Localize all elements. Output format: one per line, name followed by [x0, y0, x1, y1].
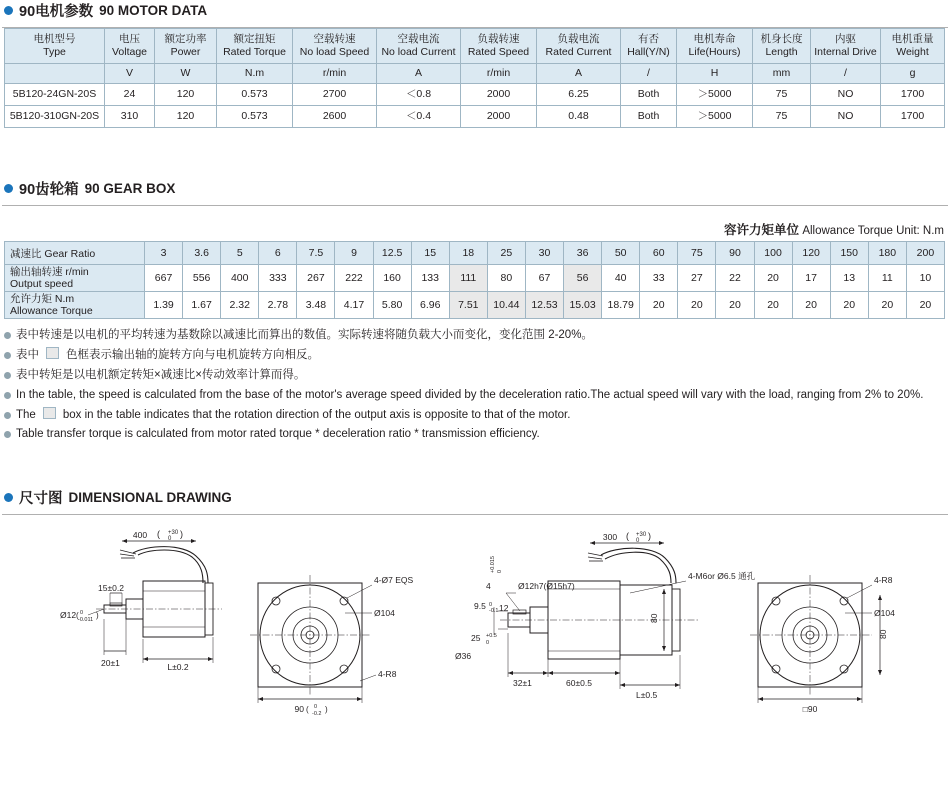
unit-note-en: Allowance Torque Unit: N.m: [802, 225, 944, 237]
cell: NO: [811, 106, 881, 128]
note-text-pre: The: [16, 408, 36, 421]
label-base-length-left: 20±1: [101, 658, 120, 669]
cell: 2600: [293, 106, 377, 128]
header-cell: 额定功率 Power: [155, 29, 217, 64]
note-bullet-icon: [4, 372, 11, 379]
cable-right-2: [601, 548, 676, 583]
label-square-right: □90: [802, 704, 818, 715]
label-dim-e-right: Ø36: [455, 651, 472, 662]
cell: ＜0.4: [377, 106, 461, 128]
cell: 3.48: [297, 292, 335, 319]
cell: 27: [678, 265, 716, 292]
cell: 7.5: [297, 242, 335, 265]
header-cell: 内驱 Internal Drive: [811, 29, 881, 64]
label-dim-d-tol-bot: 0: [486, 640, 490, 647]
unit-cell: [5, 64, 105, 84]
header-cell: 电机重量 Weight: [881, 29, 945, 64]
notes-list: [4, 326, 950, 445]
cell: 75: [753, 106, 811, 128]
cell: 160: [373, 265, 411, 292]
dimensional-drawings: [0, 523, 950, 738]
cell: 20: [830, 292, 868, 319]
unit-cell: H: [677, 64, 753, 84]
gear-ratio-row: [5, 242, 945, 265]
label-cable-tol-top-left: +30: [168, 530, 179, 537]
cell: 3: [145, 242, 183, 265]
label-paren-open-3: (: [306, 705, 309, 715]
cell: 5B120-310GN-20S: [5, 106, 105, 128]
cell: 400: [221, 265, 259, 292]
cell: 5: [221, 242, 259, 265]
cell: 120: [792, 242, 830, 265]
label-flange-dia-left: Ø104: [374, 608, 395, 619]
table-row: [5, 106, 945, 128]
section-title-motor-en: 90 MOTOR DATA: [99, 3, 208, 18]
cell: 2000: [461, 106, 537, 128]
header-cell: 电压 Voltage: [105, 29, 155, 64]
cell: 36: [564, 242, 602, 265]
cell: 180: [868, 242, 906, 265]
label-paren-close-2: ): [96, 611, 99, 621]
cell: ＞5000: [677, 84, 753, 106]
cell: 12.5: [373, 242, 411, 265]
cell: 75: [753, 84, 811, 106]
cell: 1700: [881, 84, 945, 106]
note-item: [4, 386, 950, 406]
cell: 9: [335, 242, 373, 265]
cell: 200: [906, 242, 944, 265]
cell: 20: [906, 292, 944, 319]
cell: 150: [830, 242, 868, 265]
cell: 1700: [881, 106, 945, 128]
section-title-dimensional-en: DIMENSIONAL DRAWING: [68, 490, 232, 506]
color-swatch-icon: [43, 407, 56, 419]
label-paren-close-3: ): [325, 705, 328, 715]
label-dim-a-right: 4: [486, 581, 491, 592]
cell: 267: [297, 265, 335, 292]
label-square-tol-top-left: 0: [314, 704, 318, 711]
cell: 100: [754, 242, 792, 265]
cell: 18: [449, 242, 487, 265]
label-side-height-right: 80: [878, 629, 888, 640]
label-paren-close: ): [180, 529, 183, 540]
cell: 667: [145, 265, 183, 292]
note-text: In the table, the speed is calculated from the base of the motor's average speed divided by the deceleration ratio.The actual speed will vary with the load, ranging from 2% to 20%.: [16, 388, 924, 401]
cable-left: [138, 550, 203, 583]
label-dim-c-right: 12: [499, 603, 509, 614]
unit-cell: V: [105, 64, 155, 84]
label-shaft-tol-top-left: 0: [80, 610, 84, 617]
unit-cell: /: [811, 64, 881, 84]
cell: 5.80: [373, 292, 411, 319]
unit-cell: A: [537, 64, 621, 84]
row-label-en: Gear Ratio: [44, 247, 96, 260]
bullet-dot-icon: [4, 184, 13, 193]
note-item: [4, 346, 950, 366]
cell: 2000: [461, 84, 537, 106]
note-text: 表中转矩是以电机额定转矩×减速比×传动效率计算而得。: [16, 368, 306, 381]
row-label-cn: 减速比: [10, 247, 42, 260]
label-cable-tol-top-right: +30: [636, 532, 647, 539]
label-base-length-right: 32±1: [513, 678, 532, 689]
label-dim-a-tol-bot: 0: [497, 570, 503, 574]
cell: ＞5000: [677, 106, 753, 128]
label-shaft-dia-left: Ø12: [60, 610, 77, 621]
cell: 80: [487, 265, 525, 292]
cell: 6.96: [411, 292, 449, 319]
cell: NO: [811, 84, 881, 106]
cell: 2700: [293, 84, 377, 106]
label-flange-dia-right: Ø104: [874, 608, 895, 619]
unit-cell: N.m: [217, 64, 293, 84]
cell: 6.25: [537, 84, 621, 106]
divider-dimensional: [2, 514, 948, 515]
cell: 5B120-24GN-20S: [5, 84, 105, 106]
label-square-tol-bot-left: -0.2: [312, 711, 322, 718]
cell: 1.39: [145, 292, 183, 319]
unit-cell: g: [881, 64, 945, 84]
cell: 60: [640, 242, 678, 265]
label-height-right: 80: [649, 613, 659, 624]
unit-note-cn: 容许力矩单位: [723, 223, 799, 237]
cell: 11: [868, 265, 906, 292]
cell: 30: [525, 242, 563, 265]
cell: ＜0.8: [377, 84, 461, 106]
cell: 40: [602, 265, 640, 292]
header-cell: 有否 Hall(Y/N): [621, 29, 677, 64]
note-bullet-icon: [4, 412, 11, 419]
note-bullet-icon: [4, 352, 11, 359]
cell: 17: [792, 265, 830, 292]
cell: 2.32: [221, 292, 259, 319]
row-label-cn: 输出轴转速 r/min: [10, 266, 89, 278]
label-total-length-left: L±0.2: [167, 662, 189, 673]
cell: 333: [259, 265, 297, 292]
header-cell: 负载电流 Rated Current: [537, 29, 621, 64]
header-cell: 电机型号 Type: [5, 29, 105, 64]
section-title-gearbox-cn: 90齿轮箱: [19, 182, 79, 198]
note-text: Table transfer torque is calculated from motor rated torque * deceleration ratio * transmission efficiency.: [16, 428, 540, 441]
row-header-output-speed: [5, 265, 145, 292]
cell: 120: [155, 84, 217, 106]
cell: 222: [335, 265, 373, 292]
table-row: [5, 84, 945, 106]
cell: 0.48: [537, 106, 621, 128]
label-mid-length-right: 60±0.5: [566, 678, 592, 689]
label-dim-b-tol: 0: [489, 602, 493, 609]
allowance-torque-unit-note: [4, 220, 944, 241]
label-shaft-tol-bot-left: -0.011: [78, 617, 94, 624]
cell: 3.6: [183, 242, 221, 265]
unit-cell: r/min: [461, 64, 537, 84]
note-text-post: 色框表示输出轴的旋转方向与电机旋转方向相反。: [66, 349, 319, 362]
cell: 15.03: [564, 292, 602, 319]
label-dim-b-right: 9.5: [474, 601, 486, 612]
note-item: [4, 366, 950, 386]
row-label-cn: 允许力矩 N.m: [10, 293, 75, 306]
label-cable-tol-bot-right: 0: [636, 538, 640, 545]
header-cell: 机身长度 Length: [753, 29, 811, 64]
section-header-dimensional: [0, 487, 950, 512]
label-holes-right: 4-M6or Ø6.5 通孔: [688, 571, 756, 582]
cell: 24: [105, 84, 155, 106]
label-paren-open-2: (: [76, 611, 79, 621]
label-cable-length-right: 300: [602, 532, 618, 543]
label-cable-tol-bot-left: 0: [168, 536, 172, 543]
note-item: [4, 326, 950, 346]
label-dim-a-tol-top: +0.015: [490, 556, 496, 574]
section-title-motor-cn: 90电机参数: [19, 4, 94, 20]
note-item: [4, 406, 950, 426]
cell: 120: [155, 106, 217, 128]
cell: 4.17: [335, 292, 373, 319]
cell: 25: [487, 242, 525, 265]
output-speed-row: [5, 265, 945, 292]
label-total-length-right: L±0.5: [636, 690, 658, 701]
section-title-gearbox-en: 90 GEAR BOX: [84, 181, 176, 196]
cell: 0.573: [217, 84, 293, 106]
allowance-torque-row: [5, 292, 945, 319]
cell: 13: [830, 265, 868, 292]
row-label-en: Allowance Torque: [10, 305, 93, 318]
gear-ratio-table: [4, 241, 945, 319]
label-shaft-dia-right: Ø12h7(Ø15h7): [518, 581, 575, 592]
label-dim-b-tol2: -0.1: [489, 608, 499, 615]
cell: 0.573: [217, 106, 293, 128]
cell: Both: [621, 84, 677, 106]
header-cell: 电机寿命 Life(Hours): [677, 29, 753, 64]
table-header-row: [5, 29, 945, 64]
cell: 2.78: [259, 292, 297, 319]
cell: 20: [868, 292, 906, 319]
cell: 133: [411, 265, 449, 292]
header-cell: 负载转速 Rated Speed: [461, 29, 537, 64]
header-cell: 空载电流 No load Current: [377, 29, 461, 64]
cell: 1.67: [183, 292, 221, 319]
bullet-dot-icon: [4, 6, 13, 15]
motor-data-table: [4, 28, 945, 128]
cell: 111: [449, 265, 487, 292]
bullet-dot-icon: [4, 493, 13, 502]
cell: 90: [716, 242, 754, 265]
cell: 20: [640, 292, 678, 319]
color-swatch-icon: [46, 347, 59, 359]
cell: 20: [792, 292, 830, 319]
header-cell: 额定扭矩 Rated Torque: [217, 29, 293, 64]
cell: 310: [105, 106, 155, 128]
cell: 33: [640, 265, 678, 292]
drawing-svg: [0, 523, 950, 738]
cell: 20: [754, 265, 792, 292]
cell: 67: [525, 265, 563, 292]
cell: 556: [183, 265, 221, 292]
table-unit-row: [5, 64, 945, 84]
cell: 7.51: [449, 292, 487, 319]
cell: 6: [259, 242, 297, 265]
cell: 18.79: [602, 292, 640, 319]
note-text: 表中转速是以电机的平均转速为基数除以减速比而算出的数值。实际转速将随负载大小而变化，变化范围 2-20%。: [16, 329, 593, 342]
cell: 20: [678, 292, 716, 319]
label-corner-r-left: 4-R8: [378, 669, 397, 680]
row-label-en: Output speed: [10, 278, 74, 291]
note-item: [4, 425, 950, 445]
section-header-gearbox: [0, 178, 950, 203]
header-cell: 空载转速 No load Speed: [293, 29, 377, 64]
section-header-motor: [0, 0, 950, 25]
cell: Both: [621, 106, 677, 128]
label-dim-d-tol-top: +0.5: [486, 633, 497, 640]
label-paren-open-4: (: [626, 531, 629, 542]
cell: 20: [754, 292, 792, 319]
cell: 22: [716, 265, 754, 292]
unit-cell: A: [377, 64, 461, 84]
row-header-gear-ratio: [5, 242, 145, 265]
row-header-allowance-torque: [5, 292, 145, 319]
unit-cell: mm: [753, 64, 811, 84]
note-bullet-icon: [4, 392, 11, 399]
cell: 10.44: [487, 292, 525, 319]
note-bullet-icon: [4, 431, 11, 438]
note-bullet-icon: [4, 332, 11, 339]
label-dim-d-right: 25: [471, 633, 481, 644]
cell: 10: [906, 265, 944, 292]
label-paren-open: (: [157, 529, 160, 540]
label-cable-length-left: 400: [132, 530, 148, 541]
unit-cell: W: [155, 64, 217, 84]
section-title-dimensional-cn: 尺寸图: [19, 491, 63, 508]
note-text-pre: 表中: [16, 349, 39, 362]
note-text-post: box in the table indicates that the rotation direction of the output axis is opposite to that of the motor.: [62, 408, 571, 421]
label-key-length-left: 15±0.2: [98, 583, 124, 594]
unit-cell: /: [621, 64, 677, 84]
cell: 75: [678, 242, 716, 265]
unit-cell: r/min: [293, 64, 377, 84]
cell: 56: [564, 265, 602, 292]
cell: 20: [716, 292, 754, 319]
cell: 50: [602, 242, 640, 265]
cell: 12.53: [525, 292, 563, 319]
label-square-left: 90: [294, 704, 304, 715]
label-corner-r-right: 4-R8: [874, 575, 893, 586]
label-flange-holes-left: 4-Ø7 EQS: [374, 575, 414, 586]
cell: 15: [411, 242, 449, 265]
label-paren-close-4: ): [648, 531, 651, 542]
cable-right: [605, 552, 671, 583]
